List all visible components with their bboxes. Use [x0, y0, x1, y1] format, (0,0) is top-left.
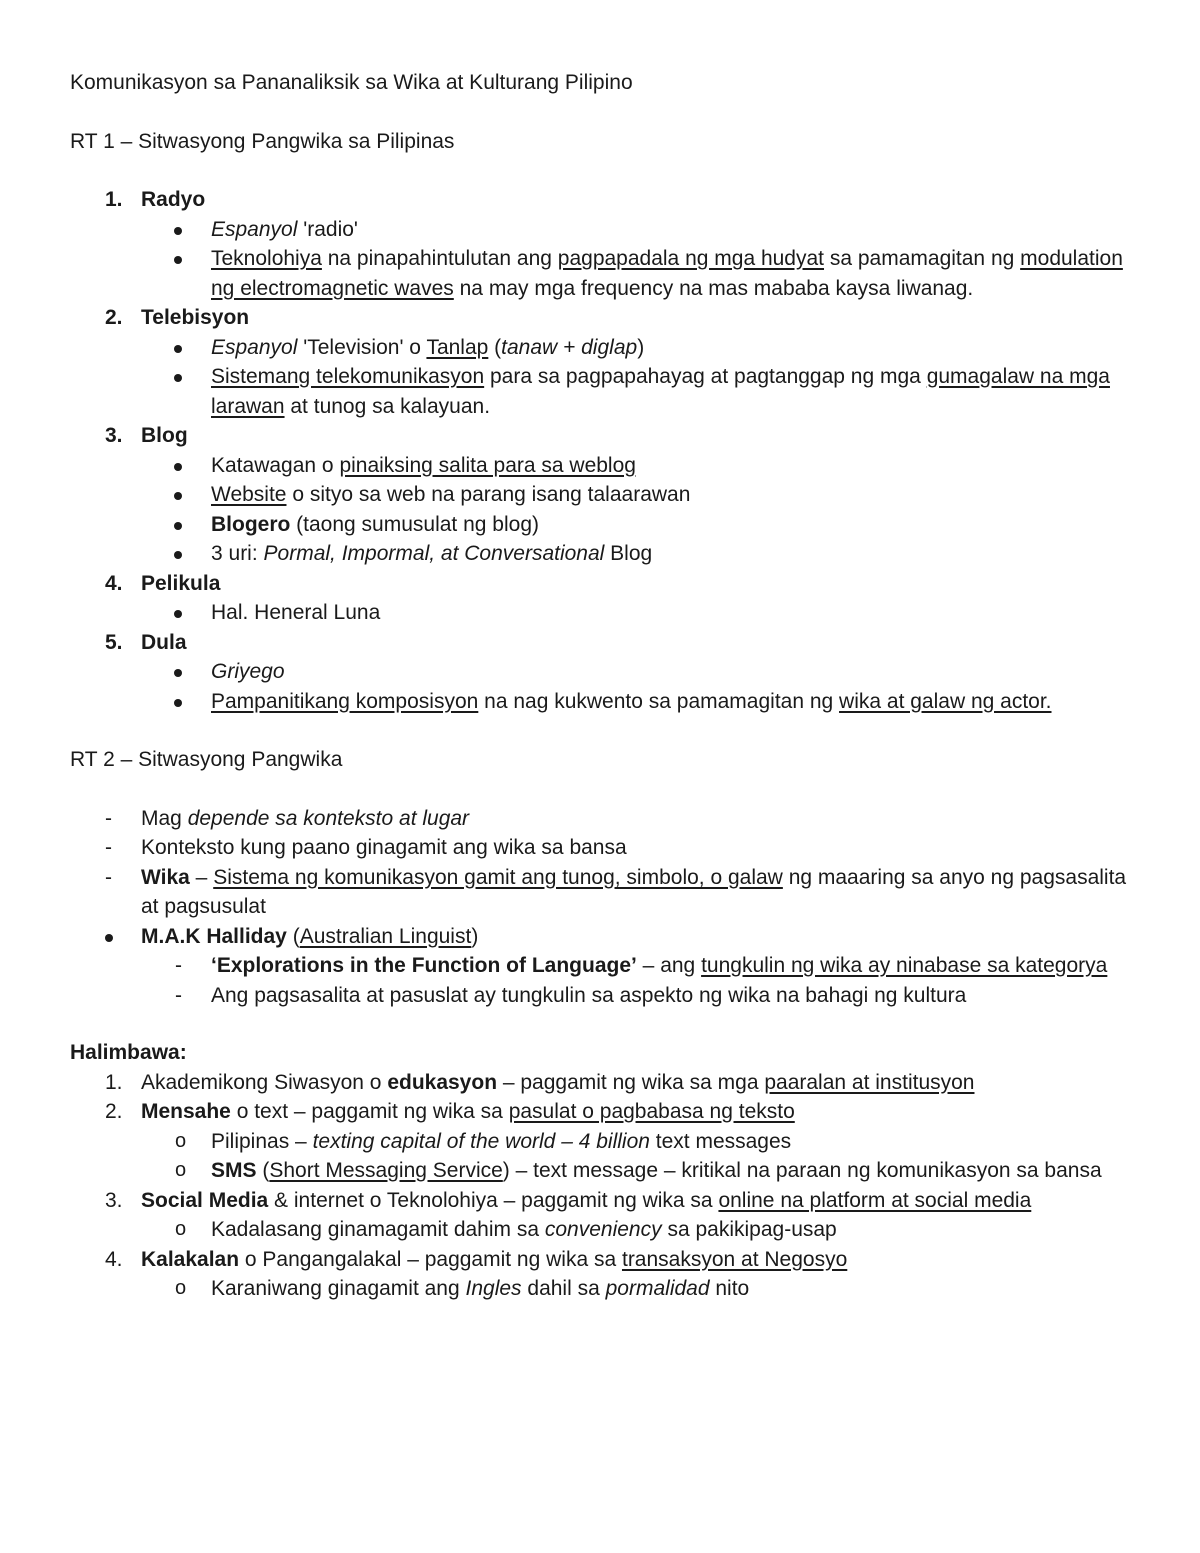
item-title: Radyo	[141, 188, 206, 211]
text: text messages	[649, 1129, 792, 1153]
document-page	[70, 68, 1130, 1304]
text-italic: conveniency	[544, 1218, 662, 1241]
bullet-icon	[174, 551, 182, 559]
item-title: Blog	[141, 424, 188, 447]
text-italic: Pormal, Impormal, at Conversational	[263, 542, 605, 565]
text: na may mga frequency na mas mababa kaysa liwanag.	[453, 276, 974, 300]
text-underline: Website	[211, 483, 287, 506]
rt1-item-blog	[70, 421, 1130, 451]
text-bold: Social Media	[141, 1188, 269, 1212]
list-item	[70, 922, 1130, 952]
text-underline: pinaiksing salita para sa weblog	[339, 453, 636, 477]
text-underline: pasulat o pagbabasa ng teksto	[508, 1100, 795, 1123]
text-bold: ‘Explorations in the Function of Language’	[211, 954, 637, 977]
text-underline: Sistema ng komunikasyon gamit ang tunog, simbolo, o galaw	[213, 865, 783, 889]
rt1-heading: RT 1 – Sitwasyong Pangwika sa Pilipinas	[70, 129, 455, 153]
list-number: 4.	[105, 571, 123, 595]
dash-marker: -	[105, 806, 112, 830]
bullet-icon	[174, 610, 182, 618]
text: (taong sumusulat ng blog)	[290, 512, 539, 536]
list-item	[70, 598, 1130, 628]
text: )	[471, 924, 479, 948]
list-number: 3.	[105, 1188, 123, 1212]
circle-marker: o	[175, 1277, 187, 1299]
circle-marker: o	[175, 1129, 187, 1152]
text: Karaniwang ginagamit ang	[211, 1277, 466, 1300]
list-item	[70, 687, 1130, 717]
rt2-list	[70, 804, 1130, 1011]
list-item	[70, 1215, 1130, 1245]
text: dahil sa	[521, 1277, 606, 1300]
list-item	[70, 510, 1130, 540]
bullet-icon	[174, 463, 182, 471]
text: –	[189, 865, 214, 889]
halimbawa-list	[70, 1068, 1130, 1304]
list-item	[70, 1274, 1130, 1304]
circle-marker: o	[175, 1159, 187, 1181]
rt2-heading: RT 2 – Sitwasyong Pangwika	[70, 748, 343, 771]
circle-marker: o	[175, 1218, 187, 1240]
text: & internet o Teknolohiya – paggamit ng wika sa	[268, 1188, 719, 1212]
text-bold: Mensahe	[141, 1100, 231, 1123]
text: na pinapahintulutan ang	[321, 247, 558, 270]
bullet-icon	[174, 699, 182, 707]
rt1-item-pelikula	[70, 569, 1130, 599]
list-item	[70, 451, 1130, 481]
text: Konteksto kung paano ginagamit ang wika sa bansa	[141, 836, 627, 859]
text-underline: online na platform at social media	[718, 1188, 1032, 1212]
bullet-icon	[174, 227, 182, 235]
text: o sityo sa web na parang isang talaarawan	[286, 483, 691, 506]
item-title: Telebisyon	[141, 306, 250, 329]
text-bold: SMS	[211, 1159, 257, 1182]
list-number: 2.	[105, 306, 123, 329]
text-underline: pagpapadala ng mga hudyat	[557, 247, 825, 270]
text-underline: Teknolohiya	[211, 247, 322, 270]
text: sa pakikipag-usap	[661, 1218, 837, 1241]
text: ng maaaring sa anyo ng pagsasalita at pagsusulat	[141, 865, 1127, 918]
list-number: 2.	[105, 1100, 123, 1123]
text: sa pamamagitan ng	[824, 247, 1021, 270]
text: Mag	[141, 806, 188, 830]
text-bold: Wika	[141, 865, 190, 889]
text: 'Television' o	[297, 335, 427, 359]
text: – paggamit ng wika sa mga	[497, 1070, 765, 1094]
bullet-icon	[174, 522, 182, 530]
text: o text – paggamit ng wika sa	[230, 1100, 509, 1123]
bullet-icon	[105, 934, 113, 942]
text: Hal. Heneral Luna	[211, 601, 381, 624]
text-italic: depende sa konteksto at lugar	[187, 806, 470, 830]
dash-marker: -	[105, 865, 112, 889]
list-number: 1.	[105, 188, 123, 211]
list-item	[70, 863, 1130, 922]
text-underline: wika at galaw ng actor.	[839, 689, 1052, 713]
document-title: Komunikasyon sa Pananaliksik sa Wika at Kulturang Pilipino	[70, 71, 633, 94]
dash-marker: -	[175, 983, 182, 1007]
text-underline: Pampanitikang komposisyon	[211, 689, 479, 713]
bullet-icon	[174, 669, 182, 677]
text: nito	[709, 1277, 750, 1300]
text: ) – text message – kritikal na paraan ng komunikasyon sa bansa	[502, 1159, 1102, 1182]
item-title: Dula	[141, 630, 187, 654]
list-number: 5.	[105, 630, 123, 654]
text-underline: gumagalaw na mga larawan	[211, 365, 1110, 418]
list-item	[70, 833, 1130, 863]
text-underline: tungkulin ng wika ay ninabase sa kategorya	[701, 954, 1108, 977]
text-bold: edukasyon	[387, 1070, 498, 1094]
text: – ang	[636, 954, 702, 977]
text-underline: paaralan at institusyon	[764, 1070, 975, 1094]
rt1-item-telebisyon	[70, 303, 1130, 333]
bullet-icon	[174, 256, 182, 264]
dash-marker: -	[105, 836, 112, 859]
list-item	[70, 981, 1130, 1011]
text-underline: transaksyon at Negosyo	[621, 1247, 848, 1271]
halimbawa-heading	[70, 1038, 1130, 1068]
text-bold: Kalakalan	[141, 1247, 240, 1271]
text-underline: Tanlap	[426, 335, 489, 359]
list-item	[70, 1186, 1130, 1216]
text-underline: modulation ng electromagnetic waves	[211, 247, 1123, 300]
text: Akademikong Siwasyon o	[141, 1070, 388, 1094]
list-item	[70, 333, 1130, 363]
text-underline: Australian Linguist	[299, 924, 472, 948]
list-item	[70, 1156, 1130, 1186]
text: at tunog sa kalayuan.	[284, 394, 491, 418]
text-italic: pormalidad	[605, 1277, 710, 1300]
text-italic: Ingles	[465, 1277, 522, 1300]
list-item	[70, 1097, 1130, 1127]
rt1-item-radyo	[70, 185, 1130, 215]
text: Katawagan o	[211, 453, 340, 477]
text: (	[286, 924, 300, 948]
text-bold: M.A.K Halliday	[141, 924, 287, 948]
text-bold: Halimbawa:	[70, 1041, 187, 1064]
dash-marker: -	[175, 954, 182, 977]
text-bold: Blogero	[211, 512, 291, 536]
list-item	[70, 657, 1130, 687]
list-item	[70, 1245, 1130, 1275]
text: 'radio'	[297, 217, 358, 241]
text: Kadalasang ginamagamit dahim sa	[211, 1218, 545, 1241]
text: Pilipinas –	[211, 1129, 313, 1153]
list-item	[70, 951, 1130, 981]
text: para sa pagpapahayag at pagtanggap ng mga	[484, 365, 927, 388]
text-italic: texting capital of the world – 4 billion	[312, 1129, 650, 1153]
text: )	[637, 335, 645, 359]
list-number: 1.	[105, 1070, 123, 1094]
list-item	[70, 804, 1130, 834]
list-item	[70, 480, 1130, 510]
text-underline: Sistemang telekomunikasyon	[211, 365, 485, 388]
text-italic: tanaw + diglap	[501, 335, 638, 359]
list-item	[70, 539, 1130, 569]
text-italic: Espanyol	[211, 335, 298, 359]
rt1-item-dula	[70, 628, 1130, 658]
list-item	[70, 244, 1130, 303]
list-number: 3.	[105, 424, 123, 447]
rt1-list	[70, 185, 1130, 716]
list-item	[70, 1127, 1130, 1157]
text-italic: Griyego	[211, 660, 285, 683]
text-italic: Espanyol	[211, 217, 298, 241]
list-item	[70, 1068, 1130, 1098]
list-item	[70, 215, 1130, 245]
bullet-icon	[174, 374, 182, 382]
list-number: 4.	[105, 1247, 123, 1271]
text: Ang pagsasalita at pasuslat ay tungkulin sa aspekto ng wika na bahagi ng kultura	[211, 983, 967, 1007]
text: na nag kukwento sa pamamagitan ng	[478, 689, 840, 713]
bullet-icon	[174, 492, 182, 500]
item-title: Pelikula	[141, 571, 221, 595]
text: (	[488, 335, 502, 359]
text: Blog	[604, 542, 653, 565]
text: 3 uri:	[211, 542, 264, 565]
bullet-icon	[174, 345, 182, 353]
text-underline: Short Messaging Service	[269, 1159, 503, 1182]
list-item	[70, 362, 1130, 421]
text: (	[256, 1159, 270, 1182]
text: o Pangangalakal – paggamit ng wika sa	[239, 1247, 622, 1271]
